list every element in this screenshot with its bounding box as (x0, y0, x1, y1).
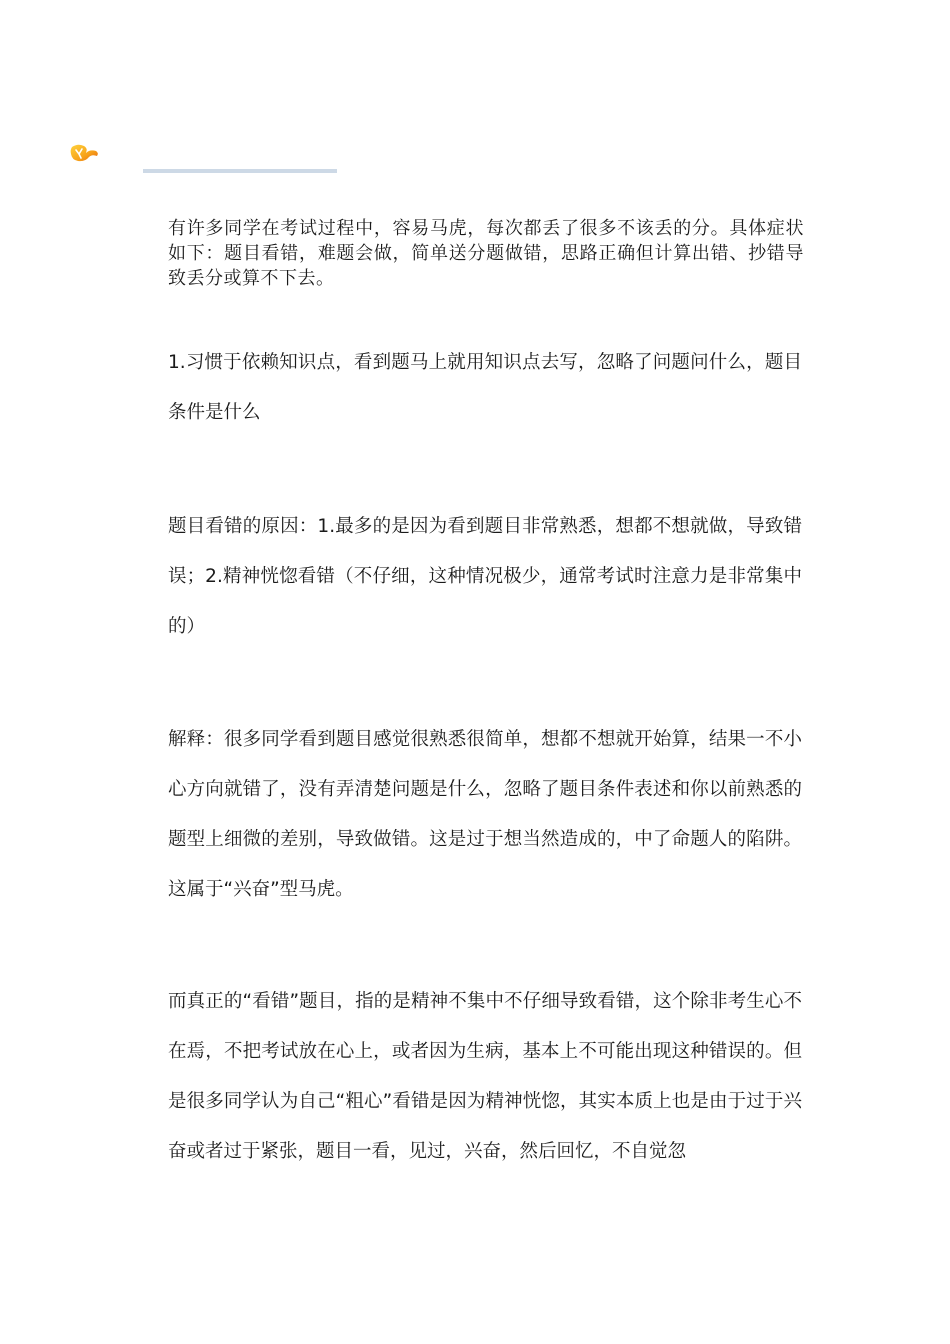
flame-logo-icon (70, 143, 100, 163)
header-divider (143, 169, 337, 173)
true-misread-paragraph: 而真正的“看错”题目，指的是精神不集中不仔细导致看错，这个除非考生心不在焉，不把考试放在心上，或者因为生病，基本上不可能出现这种错误的。但是很多同学认为自己“粗心”看错是因为精神恍惚，其实本质上也是由于过于兴奋或者过于紧张，题目一看，见过，兴奋，然后回忆，不自觉忽 (168, 991, 802, 1162)
point-1-paragraph: 1.习惯于依赖知识点，看到题马上就用知识点去写，忽略了问题问什么，题目条件是什么 (168, 352, 802, 423)
explanation-paragraph: 解释：很多同学看到题目感觉很熟悉很简单，想都不想就开始算，结果一不小心方向就错了，没有弄清楚问题是什么，忽略了题目条件表述和你以前熟悉的题型上细微的差别，导致做错。这是过于想当然造成的，中了命题人的陷阱。这属于“兴奋”型马虎。 (168, 729, 802, 900)
misread-reason-paragraph: 题目看错的原因：1.最多的是因为看到题目非常熟悉，想都不想就做，导致错误；2.精神恍惚看错（不仔细，这种情况极少，通常考试时注意力是非常集中的） (168, 516, 802, 637)
intro-paragraph: 有许多同学在考试过程中，容易马虎，每次都丢了很多不该丢的分。具体症状如下：题目看错，难题会做，简单送分题做错，思路正确但计算出错、抄错导致丢分或算不下去。 (168, 218, 804, 289)
